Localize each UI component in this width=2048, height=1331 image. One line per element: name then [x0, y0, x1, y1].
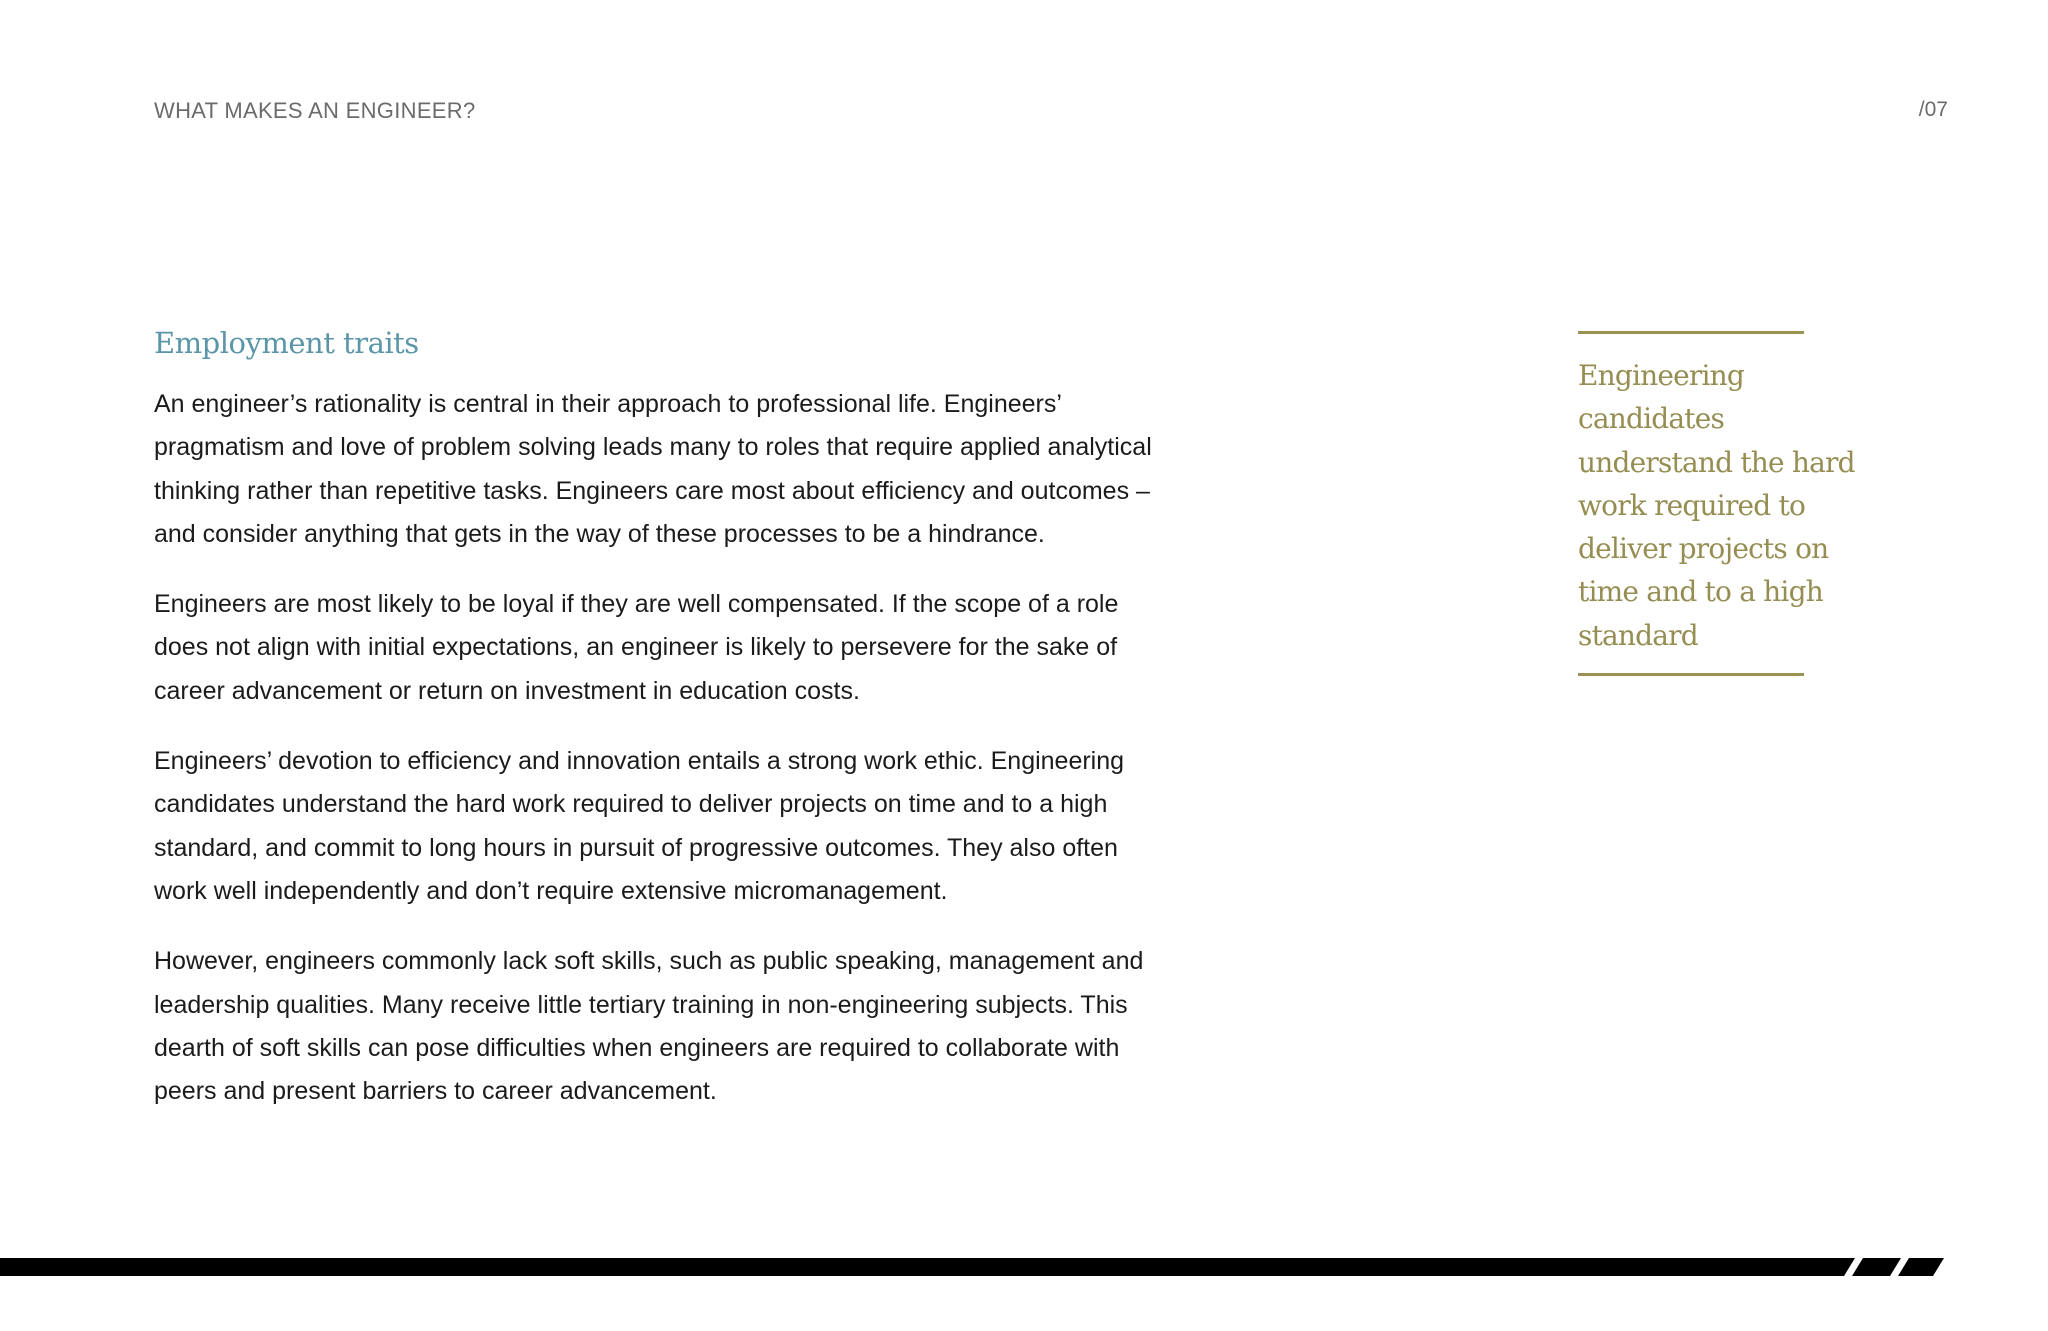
page-number: /07: [1918, 98, 1948, 121]
footer-slash-mark: [1898, 1258, 1944, 1276]
body-paragraph: However, engineers commonly lack soft skills, such as public speaking, management and leadership qualities. Many receive little tertiary training in non-engineering subjects. This dearth of soft skills can pose difficulties when engineers are required to collaborate with peers and present barriers to career advancement.: [154, 947, 1144, 1106]
body-paragraph: Engineers are most likely to be loyal if they are well compensated. If the scope of a role does not align with initial expectations, an engineer is likely to persevere for the sake of career advancement or return on investment in education costs.: [154, 590, 1119, 705]
pull-quote: [1578, 331, 1855, 676]
running-header: WHAT MAKES AN ENGINEER?: [154, 98, 476, 123]
footer-stripe: [0, 1258, 2048, 1276]
body-paragraph: Engineers’ devotion to efficiency and innovation entails a strong work ethic. Engineering candidates understand the hard work required to deliver projects on time and to a high standard, and commit to long hours in pursuit of progressive outcomes. They also often work well independently and don’t require extensive micromanagement.: [154, 747, 1125, 905]
body-paragraph: An engineer’s rationality is central in their approach to professional life. Engineers’ pragmatism and love of problem solving leads many to roles that require applied analytical thinking rather than repetitive tasks. Engineers care most about efficiency and outcomes – and consider anything that gets in the way of these processes to be a hindrance.: [154, 390, 1152, 548]
footer-bar: [0, 1258, 1855, 1276]
pull-quote-text: Engineering candidates understand the hard work required to deliver projects on time and to a high standard: [1578, 359, 1855, 652]
section-heading: Employment traits: [154, 326, 419, 360]
body-text: [154, 383, 1164, 1140]
footer-slash-mark: [1852, 1258, 1901, 1276]
